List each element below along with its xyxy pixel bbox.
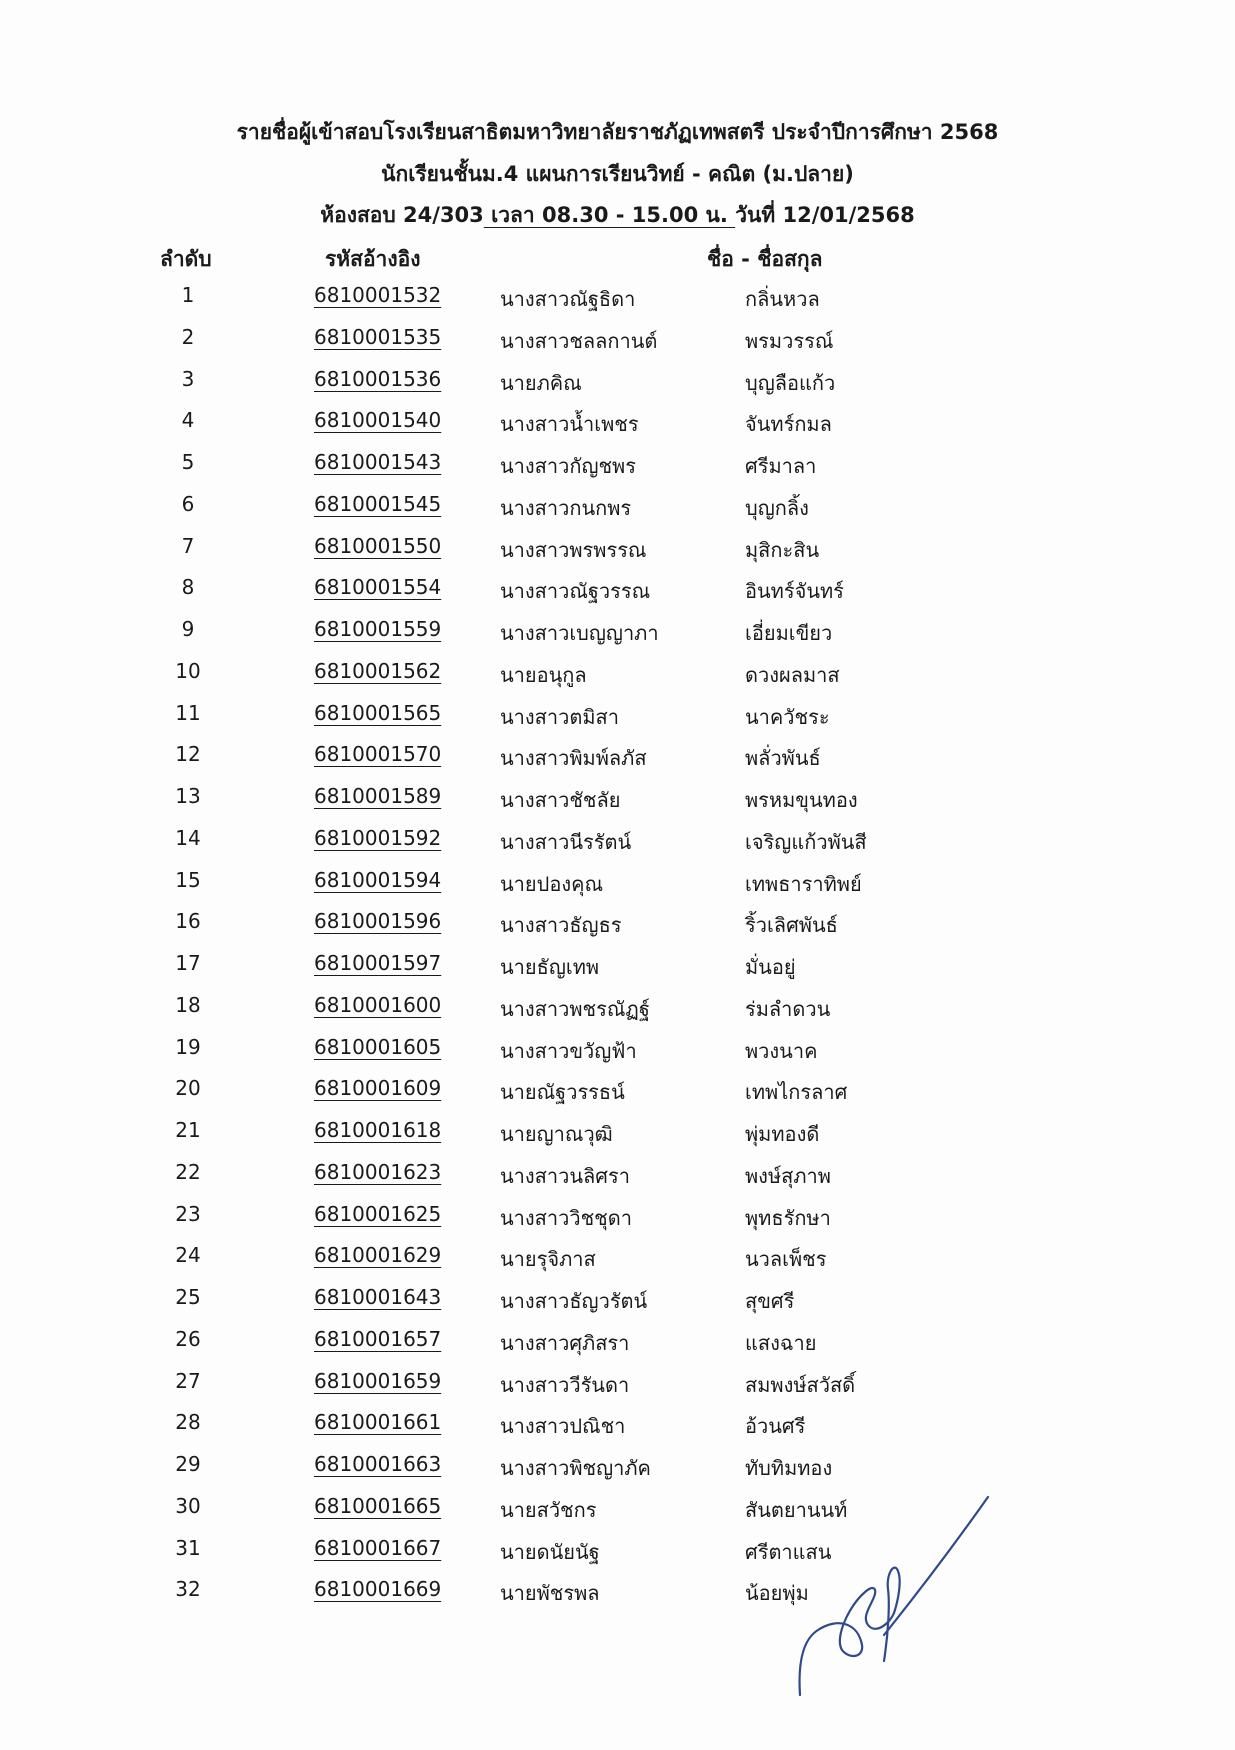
row-last-name: ศรีมาลา — [745, 454, 817, 478]
table-row — [0, 1118, 1235, 1154]
row-last-name: อ้วนศรี — [745, 1414, 806, 1439]
row-seq: 28 — [175, 1410, 201, 1435]
row-seq: 25 — [175, 1285, 201, 1309]
table-row — [0, 283, 1235, 319]
row-seq: 24 — [175, 1243, 201, 1268]
column-header-ref: รหัสอ้างอิง — [325, 247, 421, 271]
row-seq: 27 — [175, 1368, 201, 1393]
row-ref: 6810001565 — [314, 700, 442, 725]
signature-icon — [790, 1485, 1000, 1705]
row-ref: 6810001659 — [314, 1368, 442, 1393]
row-ref: 6810001570 — [314, 742, 442, 767]
row-seq: 14 — [175, 825, 201, 850]
row-seq: 32 — [175, 1577, 201, 1602]
row-last-name: กลิ่นหวล — [745, 287, 820, 311]
row-first-name: นางสาวน้ำเพชร — [500, 412, 639, 437]
row-first-name: นายรุจิภาส — [500, 1247, 596, 1272]
row-ref: 6810001589 — [314, 784, 442, 808]
table-row — [0, 1577, 1235, 1613]
row-last-name: เอี่ยมเขียว — [745, 621, 833, 645]
row-last-name: พลั่วพันธ์ — [745, 746, 821, 771]
document-subtitle: นักเรียนชั้นม.4 แผนการเรียนวิทย์ - คณิต (ม.ปลาย) — [381, 162, 854, 186]
table-row — [0, 450, 1235, 486]
row-seq: 22 — [175, 1159, 201, 1184]
row-ref: 6810001661 — [314, 1410, 442, 1435]
column-header-seq: ลำดับ — [160, 247, 212, 271]
row-first-name: นายพัชรพล — [500, 1581, 600, 1606]
row-last-name: ร่มลำดวน — [745, 996, 831, 1021]
row-first-name: นายปองคุณ — [500, 871, 604, 896]
column-header-name: ชื่อ - ชื่อสกุล — [707, 247, 823, 271]
row-last-name: ดวงผลมาส — [745, 662, 840, 687]
row-seq: 2 — [181, 324, 195, 349]
row-seq: 15 — [175, 867, 201, 892]
table-row — [0, 826, 1235, 862]
row-seq: 17 — [175, 951, 201, 975]
table-row — [0, 659, 1235, 695]
row-last-name: อินทร์จันทร์ — [745, 579, 844, 604]
table-row — [0, 1369, 1235, 1405]
row-seq: 19 — [175, 1034, 201, 1059]
row-ref: 6810001618 — [314, 1118, 442, 1142]
row-first-name: นางสาวพิชญาภัค — [500, 1456, 651, 1480]
row-seq: 6 — [181, 491, 195, 516]
row-ref: 6810001600 — [314, 992, 442, 1017]
table-row — [0, 1202, 1235, 1238]
row-last-name: บุญกลิ้ง — [745, 495, 809, 520]
row-ref: 6810001665 — [314, 1493, 442, 1518]
row-ref: 6810001545 — [314, 491, 442, 516]
row-ref: 6810001667 — [314, 1535, 442, 1560]
row-seq: 29 — [175, 1452, 201, 1476]
table-row — [0, 868, 1235, 904]
row-seq: 5 — [181, 450, 195, 474]
row-ref: 6810001609 — [314, 1076, 442, 1101]
row-seq: 12 — [175, 742, 201, 767]
table-row — [0, 1410, 1235, 1446]
row-first-name: นางสาวศุภิสรา — [500, 1330, 630, 1355]
row-last-name: จันทร์กมล — [745, 412, 832, 437]
row-first-name: นายภคิณ — [500, 370, 582, 395]
table-row — [0, 1494, 1235, 1530]
row-first-name: นายณัฐวรรธน์ — [500, 1080, 625, 1105]
exam-room: ห้องสอบ 24/303 — [320, 203, 484, 227]
table-row — [0, 1243, 1235, 1279]
row-last-name: มุสิกะสิน — [745, 537, 820, 562]
row-seq: 3 — [181, 366, 195, 391]
row-ref: 6810001592 — [314, 825, 442, 850]
row-last-name: สันตยานนท์ — [745, 1497, 848, 1522]
row-ref: 6810001669 — [314, 1577, 442, 1602]
row-last-name: นาควัชระ — [745, 704, 830, 729]
row-seq: 30 — [175, 1493, 201, 1518]
row-first-name: นางสาวกนกพร — [500, 495, 632, 520]
row-ref: 6810001550 — [314, 533, 442, 558]
row-ref: 6810001562 — [314, 658, 442, 683]
row-last-name: ริ้วเลิศพันธ์ — [745, 913, 838, 938]
row-ref: 6810001623 — [314, 1159, 442, 1184]
table-row — [0, 1452, 1235, 1488]
row-first-name: นางสาววิชชุดา — [500, 1205, 632, 1230]
table-row — [0, 701, 1235, 737]
row-last-name: ศรีตาแสน — [745, 1539, 832, 1564]
table-row — [0, 492, 1235, 528]
row-last-name: พงษ์สุภาพ — [745, 1163, 831, 1188]
row-last-name: แสงฉาย — [745, 1330, 817, 1355]
row-first-name: นางสาวปณิชา — [500, 1414, 626, 1439]
row-last-name: พุทธรักษา — [745, 1205, 831, 1230]
row-ref: 6810001554 — [314, 575, 442, 600]
row-seq: 18 — [175, 992, 201, 1017]
row-last-name: น้อยพุ่ม — [745, 1581, 809, 1606]
row-seq: 11 — [175, 700, 201, 725]
row-seq: 4 — [181, 408, 195, 433]
row-last-name: นวลเพ็ชร — [745, 1247, 827, 1272]
row-ref: 6810001596 — [314, 909, 442, 934]
table-row — [0, 617, 1235, 653]
row-last-name: เทพไกรลาศ — [745, 1080, 848, 1105]
row-seq: 20 — [175, 1076, 201, 1101]
row-first-name: นางสาวพรพรรณ — [500, 537, 647, 562]
row-ref: 6810001597 — [314, 951, 442, 975]
row-first-name: นางสาววีรันดา — [500, 1372, 630, 1397]
row-ref: 6810001535 — [314, 324, 442, 349]
row-first-name: นางสาวกัญชพร — [500, 454, 636, 478]
row-seq: 8 — [181, 575, 195, 600]
table-row — [0, 408, 1235, 444]
table-row — [0, 951, 1235, 987]
row-first-name: นางสาวตมิสา — [500, 704, 619, 729]
row-first-name: นางสาวนลิศรา — [500, 1163, 630, 1188]
row-seq: 10 — [175, 658, 201, 683]
row-last-name: พวงนาค — [745, 1038, 818, 1063]
row-first-name: นายอนุกูล — [500, 662, 587, 687]
row-first-name: นายญาณวุฒิ — [500, 1122, 613, 1146]
row-seq: 7 — [181, 533, 195, 558]
row-first-name: นายสวัชกร — [500, 1497, 597, 1522]
row-last-name: พรหมขุนทอง — [745, 788, 858, 812]
row-seq: 13 — [175, 784, 201, 808]
row-ref: 6810001657 — [314, 1326, 442, 1351]
row-seq: 26 — [175, 1326, 201, 1351]
table-row — [0, 575, 1235, 611]
row-ref: 6810001663 — [314, 1452, 442, 1476]
row-last-name: ทับทิมทอง — [745, 1456, 833, 1480]
row-first-name: นางสาวชัชลัย — [500, 788, 621, 812]
exam-time: เวลา 08.30 - 15.00 น. — [483, 203, 736, 227]
table-row — [0, 909, 1235, 945]
row-ref: 6810001643 — [314, 1285, 442, 1309]
row-last-name: มั่นอยู่ — [745, 955, 796, 979]
table-row — [0, 1160, 1235, 1196]
row-first-name: นางสาวขวัญฟ้า — [500, 1038, 637, 1063]
row-seq: 21 — [175, 1118, 201, 1142]
row-seq: 23 — [175, 1201, 201, 1226]
row-seq: 16 — [175, 909, 201, 934]
row-last-name: พรมวรรณ์ — [745, 328, 834, 353]
row-first-name: นายธัญเทพ — [500, 955, 600, 979]
row-ref: 6810001605 — [314, 1034, 442, 1059]
table-row — [0, 784, 1235, 820]
row-first-name: นางสาวพิมพ์ลภัส — [500, 746, 647, 771]
row-ref: 6810001540 — [314, 408, 442, 433]
row-first-name: นางสาวพชรณัฏฐ์ — [500, 996, 650, 1021]
table-row — [0, 993, 1235, 1029]
row-last-name: เจริญแก้วพันสี — [745, 829, 867, 854]
row-ref: 6810001629 — [314, 1243, 442, 1268]
row-ref: 6810001625 — [314, 1201, 442, 1226]
table-row — [0, 1327, 1235, 1363]
row-last-name: บุญลือแก้ว — [745, 370, 836, 395]
row-first-name: นางสาวณัฐวรรณ — [500, 579, 651, 604]
row-last-name: สุขศรี — [745, 1289, 795, 1313]
row-first-name: นายดนัยนัฐ — [500, 1539, 600, 1564]
row-seq: 31 — [175, 1535, 201, 1560]
table-row — [0, 325, 1235, 361]
exam-details — [0, 199, 1235, 232]
row-last-name: สมพงษ์สวัสดิ์ — [745, 1372, 856, 1397]
row-first-name: นางสาวเบญญาภา — [500, 621, 659, 645]
row-first-name: นางสาวณัฐธิดา — [500, 287, 636, 311]
table-row — [0, 1536, 1235, 1572]
table-row — [0, 367, 1235, 403]
row-ref: 6810001543 — [314, 450, 442, 474]
exam-date: วันที่ 12/01/2568 — [735, 203, 915, 227]
row-ref: 6810001532 — [314, 283, 442, 307]
row-ref: 6810001594 — [314, 867, 442, 892]
table-row — [0, 1285, 1235, 1321]
row-seq: 1 — [181, 283, 195, 307]
table-row — [0, 534, 1235, 570]
row-first-name: นางสาวนีรรัตน์ — [500, 829, 632, 854]
row-last-name: พุ่มทองดี — [745, 1122, 820, 1146]
row-ref: 6810001536 — [314, 366, 442, 391]
row-seq: 9 — [181, 617, 195, 641]
row-first-name: นางสาวชลลกานต์ — [500, 328, 658, 353]
document-title: รายชื่อผู้เข้าสอบโรงเรียนสาธิตมหาวิทยาลัยราชภัฏเทพสตรี ประจำปีการศึกษา 2568 — [236, 120, 999, 144]
table-row — [0, 1035, 1235, 1071]
row-last-name: เทพธาราทิพย์ — [745, 871, 862, 896]
row-first-name: นางสาวธัญวรัตน์ — [500, 1289, 648, 1313]
row-ref: 6810001559 — [314, 617, 442, 641]
table-row — [0, 742, 1235, 778]
table-row — [0, 1076, 1235, 1112]
row-first-name: นางสาวธัญธร — [500, 913, 622, 938]
